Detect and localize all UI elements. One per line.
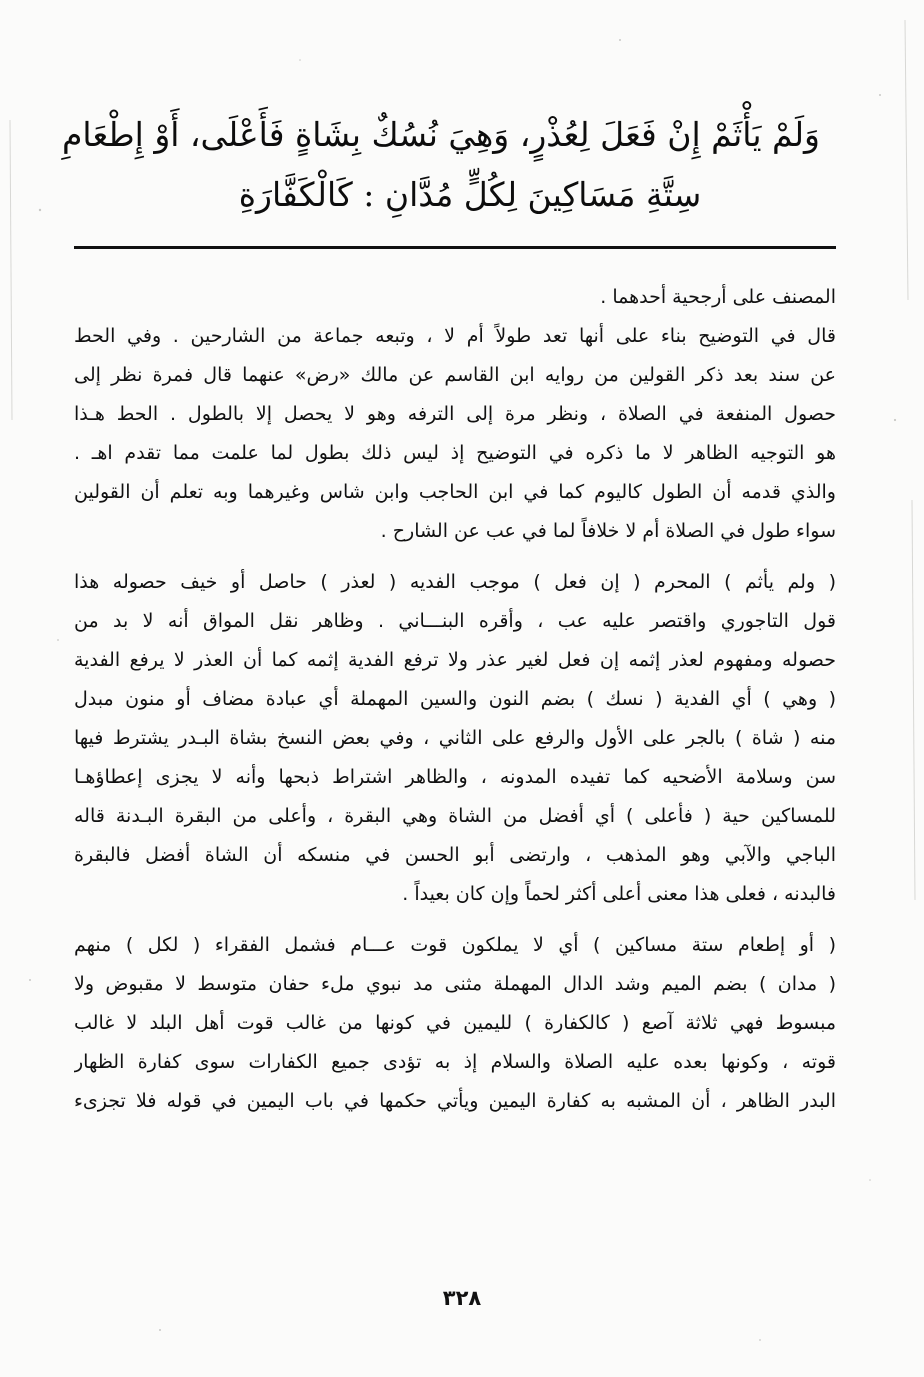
- text-line: قال في التوضيح بناء على أنها تعد طولاً أم لا ، وتبعه جماعة من الشارحين . وفي الحط: [74, 325, 836, 347]
- paragraph-gap: [74, 551, 836, 563]
- text-line: عن سند بعد ذكر القولين من روايه ابن القاسم عن مالك «رض» عنهما قال فمرة نظر إلى: [74, 364, 836, 386]
- text-line: ( ولم يأثم ) المحرم ( إن فعل ) موجب الفديه ( لعذر ) حاصل أو خيف حصوله هذا: [74, 571, 836, 593]
- paragraph: [74, 926, 836, 1121]
- text-line: البدر الظاهر ، أن المشبه به كفارة اليمين ويأتي حكمها في باب اليمين في قوله فلا تجزىء: [74, 1090, 836, 1112]
- text-line: قول التاجوري واقتصر عليه عب ، وأقره البنـــاني . وظاهر نقل المواق أنه لا بد من: [74, 610, 836, 632]
- paragraph: [74, 563, 836, 914]
- text-line: هو التوجيه الظاهر لا ما ذكره في التوضيح إذ ليس ذلك بطول لما علمت مما تقدم اهـ .: [74, 442, 836, 464]
- text-line: والذي قدمه أن الطول كاليوم كما في ابن الحاجب وابن شاس وغيرهما وبه تعلم أن القولين: [74, 481, 836, 503]
- text-line: منه ( شاة ) بالجر على الأول والرفع على الثاني ، وفي بعض النسخ بشاة البـدر يشترط فيها: [74, 727, 836, 749]
- paragraph: [74, 317, 836, 551]
- matn-text: [61, 105, 820, 225]
- separator-rule: [74, 246, 836, 249]
- text-line: حصول المنفعة في الصلاة ، ونظر مرة إلى الترفه وهو لا يحصل إلا بالطول . الحط هـذا: [74, 403, 836, 425]
- matn-line: وَلَمْ يَأْثَمْ إِنْ فَعَلَ لِعُذْرٍ، وَهِيَ نُسُكٌ بِشَاةٍ فَأَعْلَى، أَوْ إِطْعَامِ: [61, 115, 820, 154]
- commentary-text: [74, 278, 836, 1121]
- paragraph: [74, 278, 836, 317]
- text-line: ( مدان ) بضم الميم وشد الدال المهملة مثنى مد نبوي ملء حفان متوسط لا مقبوض ولا: [74, 973, 836, 995]
- text-line: ( أو إطعام ستة مساكين ) أي لا يملكون قوت عـــام فشمل الفقراء ( لكل ) منهم: [74, 934, 836, 956]
- text-line: مبسوط فهي ثلاثة آصع ( كالكفارة ) لليمين في كونها من غالب قوت أهل البلد لا غالب: [74, 1012, 836, 1034]
- paragraph-gap: [74, 914, 836, 926]
- text-line: سن وسلامة الأضحيه كما تفيده المدونه ، والظاهر اشتراط ذبحها وأنه لا يجزى إعطاؤهـا: [74, 766, 836, 788]
- text-line: الباجي والآبي وهو المذهب ، وارتضى أبو الحسن في منسكه أن الشاة أفضل فالبقرة: [74, 844, 836, 866]
- text-line: ( وهي ) أي الفدية ( نسك ) بضم النون والسين المهملة أي عبادة مضاف أو منون مبدل: [74, 688, 836, 710]
- text-line: فالبدنه ، فعلى هذا معنى أعلى أكثر لحماً وإن كان بعيداً .: [402, 883, 836, 905]
- text-line: حصوله ومفهوم لعذر إثمه إن فعل لغير عذر ولا ترفع الفدية إثمه كما أن العذر لا يرفع الفدية: [74, 649, 836, 671]
- text-line: المصنف على أرجحية أحدهما .: [600, 286, 836, 308]
- matn-line: سِتَّةِ مَسَاكِينَ لِكُلٍّ مُدَّانِ : كَالْكَفَّارَةِ: [238, 175, 702, 214]
- text-line: سواء طول في الصلاة أم لا خلافاً لما في عب عن الشارح .: [380, 520, 836, 542]
- text-line: قوته ، وكونها بعده عليه الصلاة والسلام إذ به تؤدى جميع الكفارات سوى كفارة الظهار: [74, 1051, 836, 1073]
- page-number: ٣٢٨: [442, 1286, 482, 1310]
- text-line: للمساكين حية ( فأعلى ) أي أفضل من الشاة وهي البقرة ، وأعلى من البقرة البـدنة قاله: [74, 805, 836, 827]
